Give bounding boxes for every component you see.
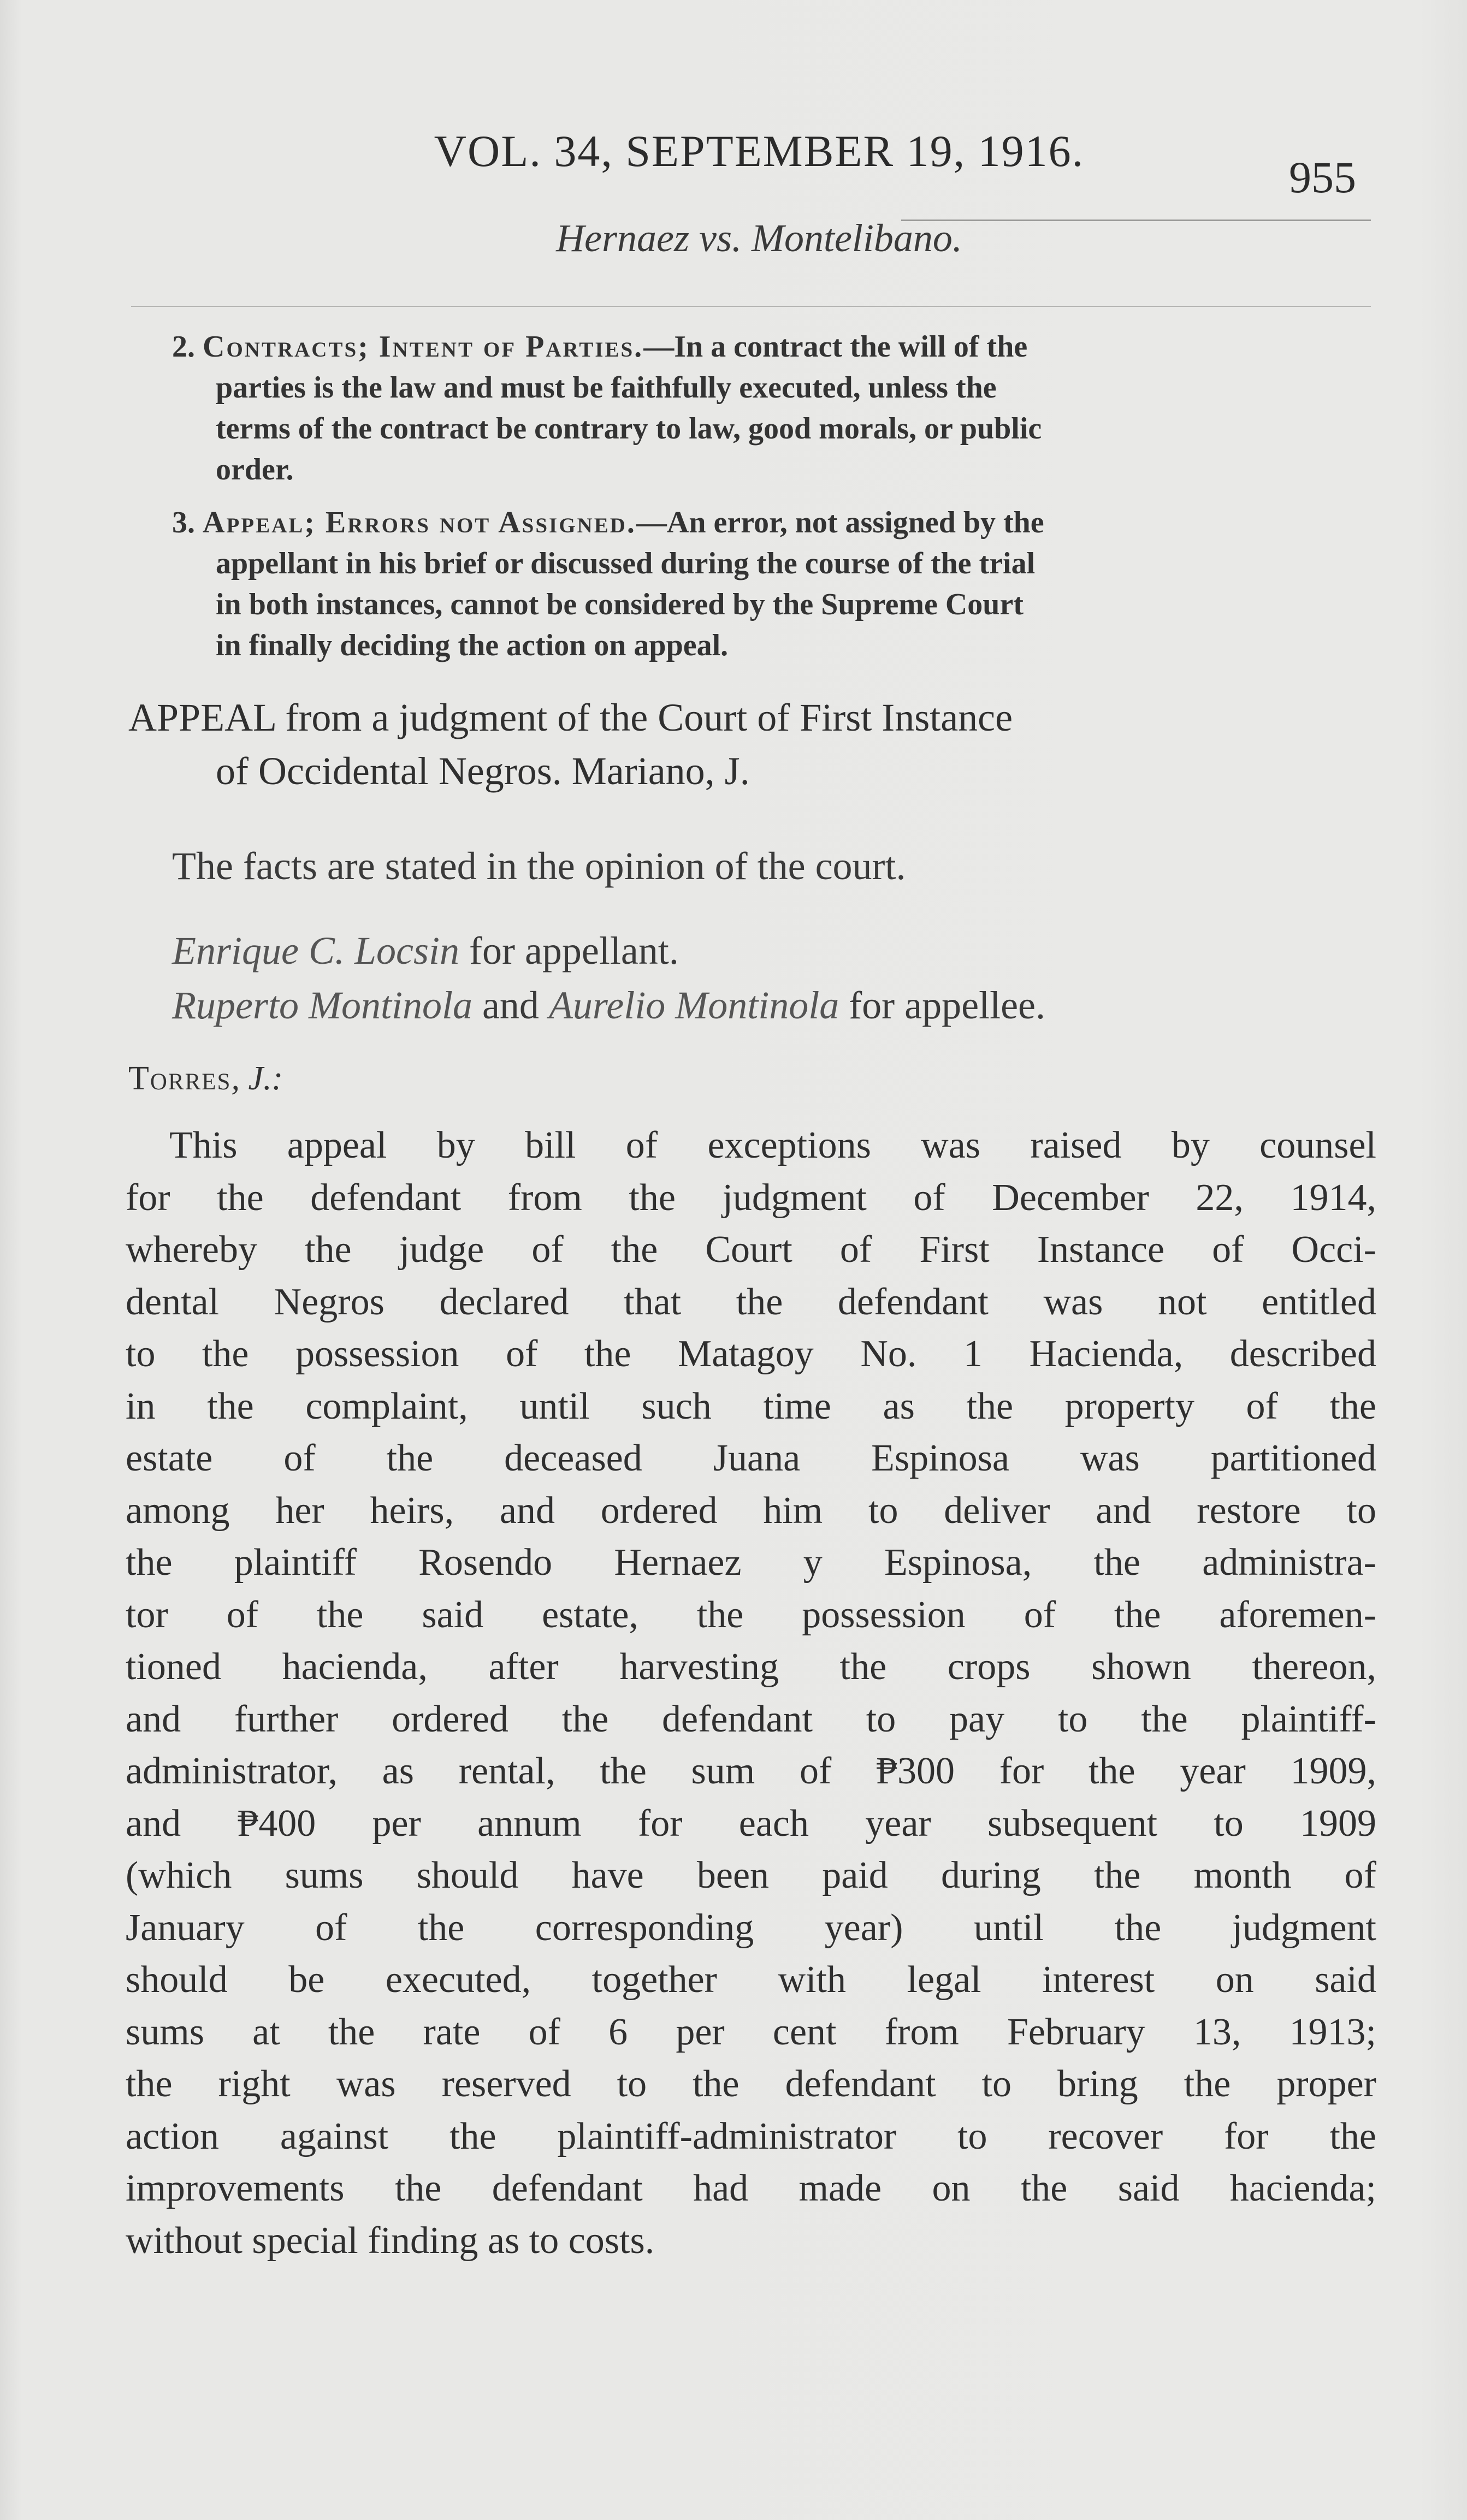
headnote-line: parties is the law and must be faithfully executed, unless the bbox=[216, 371, 997, 405]
headnote-title: Appeal; Errors not Assigned. bbox=[203, 506, 636, 539]
opinion-line: to the possession of the Matagoy No. 1 Hacienda, described bbox=[126, 1333, 1376, 1375]
opinion-line: the right was reserved to the defendant to bring the proper bbox=[126, 2063, 1376, 2105]
running-head: Hernaez vs. Montelibano. bbox=[556, 216, 962, 260]
judge-suffix: , J.: bbox=[231, 1060, 283, 1097]
opinion-line: administrator, as rental, the sum of ₱300 for the year 1909, bbox=[126, 1750, 1376, 1792]
opinion-line: and further ordered the defendant to pay to the plaintiff- bbox=[126, 1698, 1376, 1740]
appeal-line-2: of Occidental Negros. Mariano, J. bbox=[216, 749, 750, 793]
headnote-line: —In a contract the will of the bbox=[643, 330, 1028, 364]
opinion-line: action against the plaintiff-administrator to recover for the bbox=[126, 2115, 1376, 2157]
opinion-line: the plaintiff Rosendo Hernaez y Espinosa, the administra- bbox=[126, 1541, 1376, 1584]
opinion-line: sums at the rate of 6 per cent from February 13, 1913; bbox=[126, 2011, 1376, 2053]
opinion-line: tioned hacienda, after harvesting the crops shown thereon, bbox=[126, 1646, 1376, 1688]
opinion-line: improvements the defendant had made on the said hacienda; bbox=[126, 2167, 1376, 2209]
headnote-line: appellant in his brief or discussed during the course of the trial bbox=[216, 547, 1036, 580]
headnote-first-line bbox=[172, 502, 1371, 543]
appeal-line-1: APPEAL from a judgment of the Court of First Instance bbox=[128, 696, 1013, 739]
opinion-line: dental Negros declared that the defendant was not entitled bbox=[126, 1280, 1376, 1323]
headnote-line: order. bbox=[216, 453, 294, 487]
headnote-number: 2. bbox=[172, 330, 195, 364]
running-head-rule bbox=[131, 306, 1371, 307]
opinion-line: and ₱400 per annum for each year subsequent to 1909 bbox=[126, 1802, 1376, 1845]
headnote-line: —An error, not assigned by the bbox=[636, 506, 1044, 539]
page-number: 955 bbox=[1289, 152, 1356, 202]
headnote-3 bbox=[172, 502, 1371, 666]
headnote-line: in both instances, cannot be considered by the Supreme Court bbox=[216, 588, 1024, 621]
headnote-2 bbox=[172, 327, 1371, 490]
judge-name: Torres bbox=[128, 1060, 232, 1097]
opinion-line: in the complaint, until such time as the property of the bbox=[126, 1385, 1376, 1427]
appellee-counsel-role: for appellee. bbox=[839, 983, 1045, 1027]
appeal-statement bbox=[128, 691, 1379, 798]
headnote-line: terms of the contract be contrary to law, good morals, or public bbox=[216, 412, 1042, 446]
volume-date-header: VOL. 34, SEPTEMBER 19, 1916. bbox=[434, 126, 1085, 176]
opinion-line: for the defendant from the judgment of December 22, 1914, bbox=[126, 1176, 1376, 1219]
headnote-number: 3. bbox=[172, 506, 195, 539]
opinion-line: (which sums should have been paid during the month of bbox=[126, 1854, 1376, 1896]
opinion-line: without special finding as to costs. bbox=[126, 2219, 655, 2262]
headnote-first-line bbox=[172, 327, 1371, 367]
headnote-body bbox=[172, 327, 1371, 490]
appellant-counsel-name: Enrique C. Locsin bbox=[172, 929, 460, 973]
appellee-counsel-name-1: Ruperto Montinola bbox=[172, 983, 472, 1027]
opinion-line: estate of the deceased Juana Espinosa was partitioned bbox=[126, 1437, 1376, 1479]
opinion-line: This appeal by bill of exceptions was raised by counsel bbox=[169, 1124, 1376, 1166]
headnote-title: Contracts; Intent of Parties. bbox=[203, 330, 644, 364]
counsel-appellee bbox=[172, 983, 1045, 1028]
appellee-counsel-and: and bbox=[472, 983, 549, 1027]
opinion-line: tor of the said estate, the possession of the aforemen- bbox=[126, 1593, 1376, 1636]
opinion-line: should be executed, together with legal interest on said bbox=[126, 1959, 1376, 2001]
appellant-counsel-role: for appellant. bbox=[459, 929, 679, 973]
headnote-body bbox=[172, 502, 1371, 666]
appellee-counsel-name-2: Aurelio Montinola bbox=[548, 983, 839, 1027]
opinion-line: among her heirs, and ordered him to deliver and restore to bbox=[126, 1489, 1376, 1532]
headnote-line: in finally deciding the action on appeal. bbox=[216, 628, 729, 662]
counsel-appellant bbox=[172, 928, 679, 974]
judge-byline bbox=[128, 1059, 283, 1098]
opinion-line: whereby the judge of the Court of First Instance of Occi- bbox=[126, 1229, 1376, 1271]
opinion-body bbox=[126, 1119, 1376, 2267]
facts-statement: The facts are stated in the opinion of the court. bbox=[172, 844, 906, 888]
opinion-line: January of the corresponding year) until the judgment bbox=[126, 1906, 1376, 1949]
